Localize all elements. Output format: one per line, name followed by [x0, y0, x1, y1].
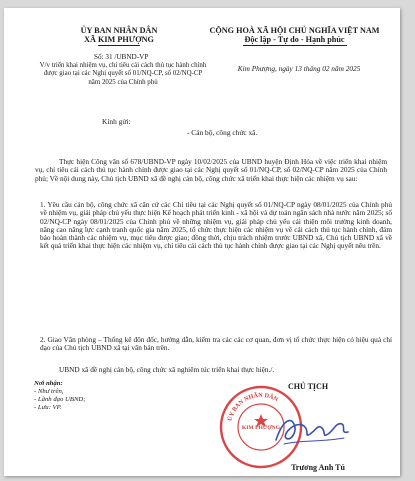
greeting: Kính gửi: — [102, 117, 131, 126]
signature-title: CHỦ TỊCH — [287, 382, 329, 391]
body-item-1: 1. Yêu cầu cán bộ, công chức xã căn cứ các Chỉ tiêu tại các Nghị quyết số 01/NQ-CP ngày 08/01/2025 của Chính phủ về nhiệm vụ, giải pháp chủ yếu thực hiện Kế hoạch phát triển kinh - xã hội và dự toán ngân sách nhà nước năm 2025; số 02/NQ-CP ngày 08/01/2025 của Chính phủ về những nhiệm vụ, giải pháp chủ yếu cải thiện môi trường kinh doanh, nâng cao năng lực cạnh tranh quốc gia năm 2025, tổ chức thực hiện các nhiệm vụ về cải cách thủ tục hành chính, đảm bảo hoàn thành các nhiệm vụ, mục tiêu được giao; đồng thời, chịu trách nhiệm trước UBND xã, Chủ tịch UBND xã về kết quả triển khai thực hiện các nhiệm vụ, chỉ tiêu cải cách thủ tục hành chính được giao tại các Nghị quyết nêu trên. — [40, 200, 392, 251]
issue-date: Kim Phượng, ngày 13 tháng 02 năm 2025 — [237, 64, 361, 73]
recipient-line: - Như trên, — [34, 388, 64, 395]
document-subject: V/v triển khai nhiệm vụ, chỉ tiêu cải cách thủ tục hành chính được giao tại các Nghị quyết số 01/NQ-CP, số 02/NQ-CP năm 2025 của Chính phủ — [39, 62, 207, 86]
document-page — [4, 8, 400, 476]
body-intro: Thực hiện Công văn số 678/UBND-VP ngày 10/02/2025 của UBND huyện Định Hóa về việc triển khai nhiệm vụ, chỉ tiêu cải cách thủ tục hành chính được giao tại các Nghị quyết số 01/NQ-CP, số 02/NQ-CP năm 2025 của Chính phủ; Về nội dung này, Chủ tịch UBND xã đề nghị cán bộ, công chức xã triển khai thực hiện các nhiệm vụ sau: — [35, 157, 387, 183]
national-motto — [192, 26, 397, 46]
recipient: - Cán bộ, công chức xã. — [187, 128, 258, 137]
handwritten-signature — [270, 404, 354, 452]
recipients-label: Nơi nhận: — [34, 380, 63, 387]
recipients-list — [34, 380, 114, 412]
recipient-line: - Lưu: VP. — [34, 404, 62, 411]
agency-underline — [98, 45, 140, 46]
motto-underline — [243, 45, 347, 46]
stamp-ring-text: ỦY BAN NHÂN DÂN — [226, 391, 280, 422]
nation-line1: CỘNG HOÀ XÃ HỘI CHỦ NGHĨA VIỆT NAM — [209, 26, 380, 35]
body-item-2: 2. Giao Văn phòng – Thống kê đôn đốc, hướng dẫn, kiểm tra các các cơ quan, đơn vị tổ chức thực hiện có hiệu quả chỉ đạo của Chủ tịch UBND xã tại văn bản trên. — [40, 335, 392, 353]
nation-line2: Độc lập - Tự do - Hạnh phúc — [244, 35, 345, 44]
body-closing: UBND xã đề nghị cán bộ, công chức xã nghiêm túc triển khai thực hiện./. — [59, 365, 275, 374]
signer-name: Trương Anh Tú — [291, 463, 345, 472]
recipient-line: - Lãnh đạo UBND; — [34, 396, 86, 403]
document-number: Số: 31 /UBND-VP — [94, 53, 149, 61]
agency-line2: XÃ KIM PHƯỢNG — [84, 35, 154, 44]
stamp-place-text: KIM PHƯỢNG — [241, 425, 281, 431]
agency-line1: ỦY BAN NHÂN DÂN — [80, 26, 158, 35]
issuing-agency — [44, 26, 194, 46]
